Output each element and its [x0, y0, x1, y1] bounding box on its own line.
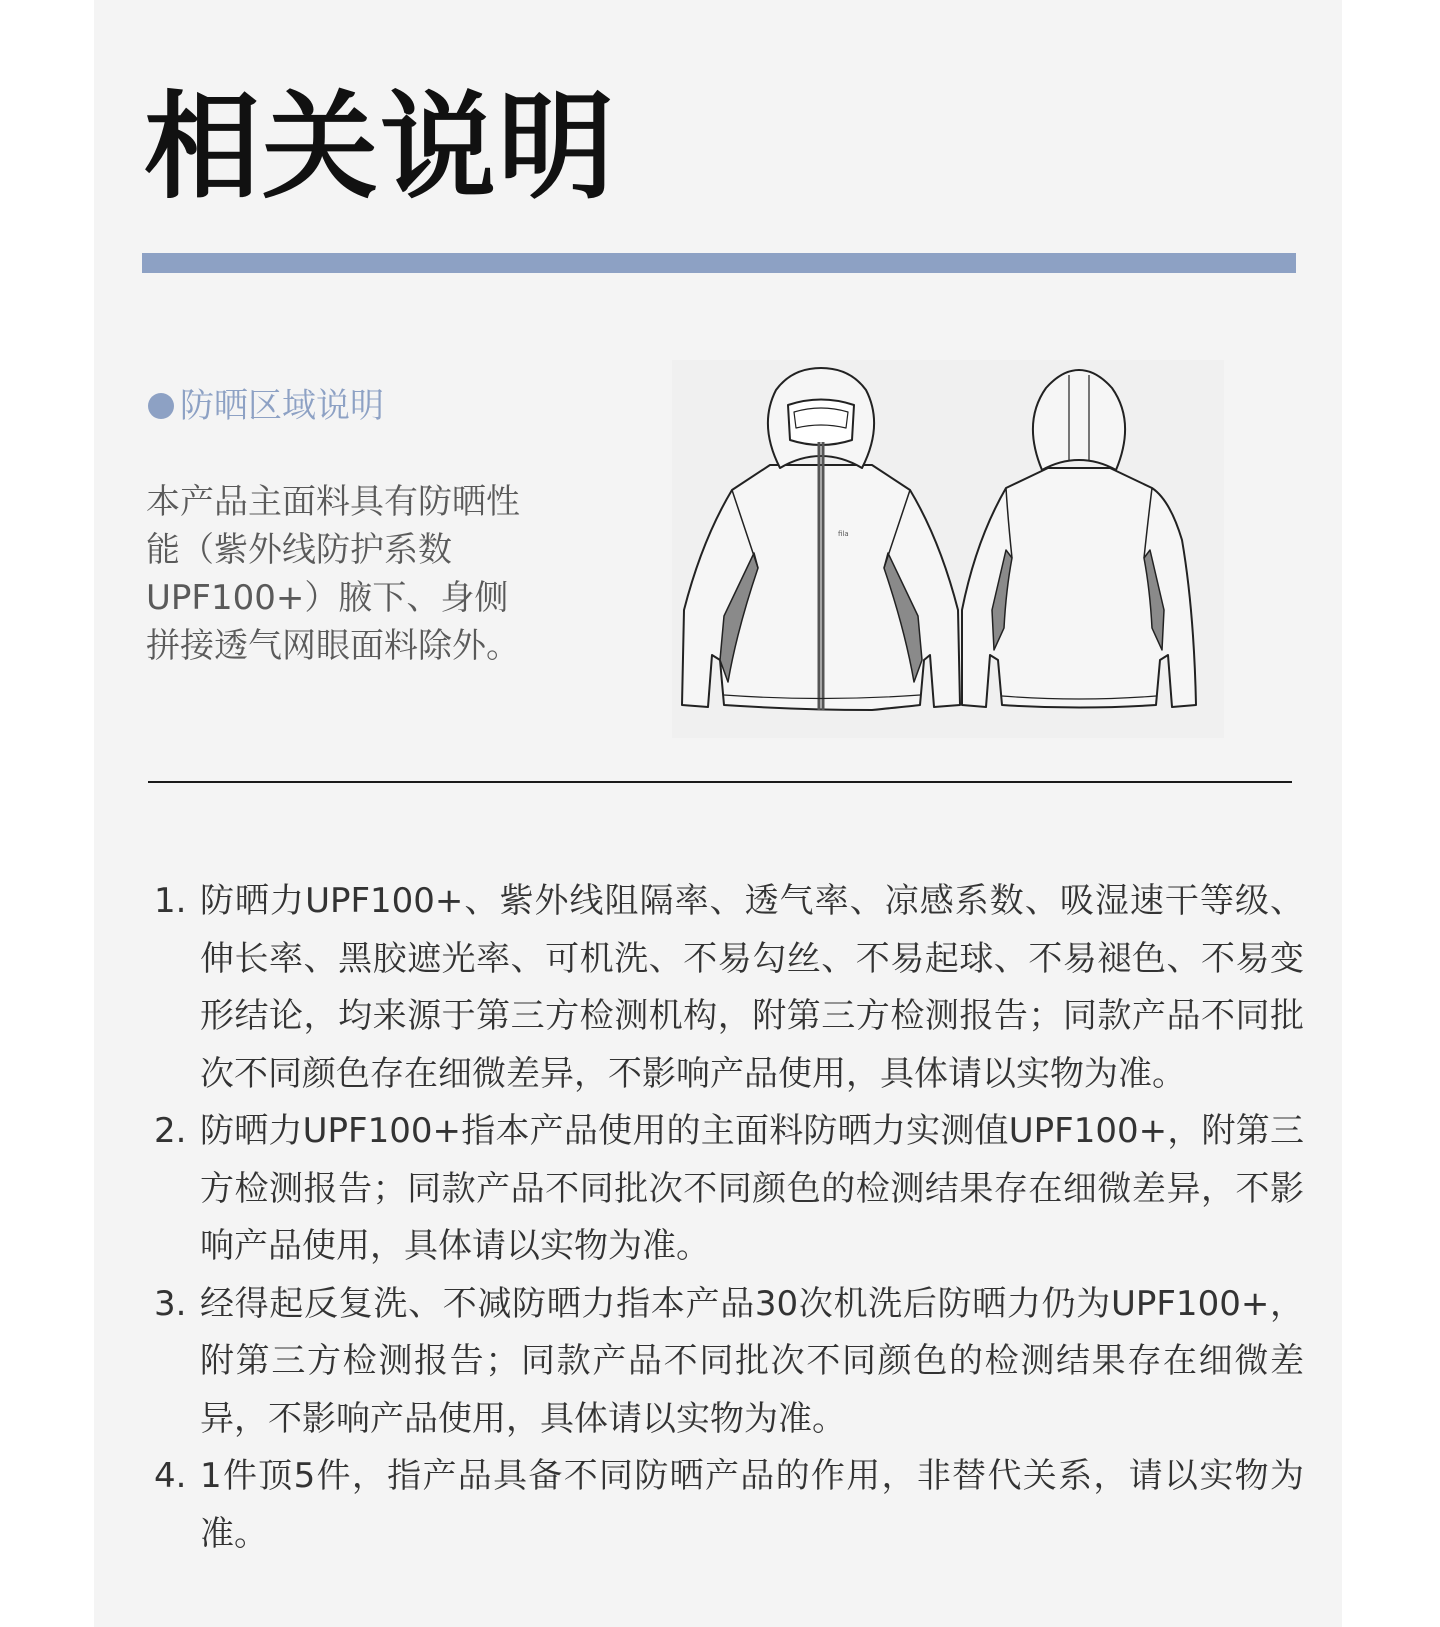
list-item-text: 防晒力UPF100+、紫外线阻隔率、透气率、凉感系数、吸湿速干等级、伸长率、黑胶遮光率、可机洗、不易勾丝、不易起球、不易褪色、不易变形结论，均来源于第三方检测机构，附第三方检测报告；同款产品不同批次不同颜色存在细微差异，不影响产品使用，具体请以实物为准。	[200, 881, 1304, 1094]
jacket-front-logo: fila	[838, 530, 849, 538]
product-info-page	[94, 0, 1342, 1627]
list-item-number: 4.	[154, 1456, 187, 1496]
list-item-text: 1件顶5件，指产品具备不同防晒产品的作用，非替代关系，请以实物为准。	[200, 1456, 1304, 1554]
page-title: 相关说明	[144, 80, 616, 215]
list-item-number: 3.	[154, 1283, 187, 1324]
list-item	[154, 1276, 1304, 1449]
bullet-dot-icon	[148, 393, 174, 419]
jacket-back-view	[962, 370, 1196, 708]
list-item	[154, 873, 1304, 1103]
jacket-sketch	[672, 360, 1224, 738]
list-item	[154, 1103, 1304, 1276]
jacket-front-view	[682, 368, 960, 710]
sun-area-description: 本产品主面料具有防晒性能（紫外线防护系数UPF100+）腋下、身侧拼接透气网眼面料除外。	[146, 482, 520, 666]
title-underline-bar	[142, 253, 1296, 273]
list-item-number: 1.	[154, 881, 187, 921]
list-item-text: 防晒力UPF100+指本产品使用的主面料防晒力实测值UPF100+，附第三方检测报告；同款产品不同批次不同颜色的检测结果存在细微差异，不影响产品使用，具体请以实物为准。	[200, 1111, 1304, 1266]
sun-area-heading	[148, 384, 384, 428]
list-item-number: 2.	[154, 1111, 187, 1151]
section-divider	[148, 781, 1292, 783]
list-item	[154, 1448, 1304, 1563]
sun-area-heading-text: 防晒区域说明	[180, 386, 384, 426]
notes-list	[154, 873, 1304, 1563]
list-item-text: 经得起反复洗、不减防晒力指本产品30次机洗后防晒力仍为UPF100+，附第三方检测报告；同款产品不同批次不同颜色的检测结果存在细微差异，不影响产品使用，具体请以实物为准。	[200, 1283, 1304, 1439]
